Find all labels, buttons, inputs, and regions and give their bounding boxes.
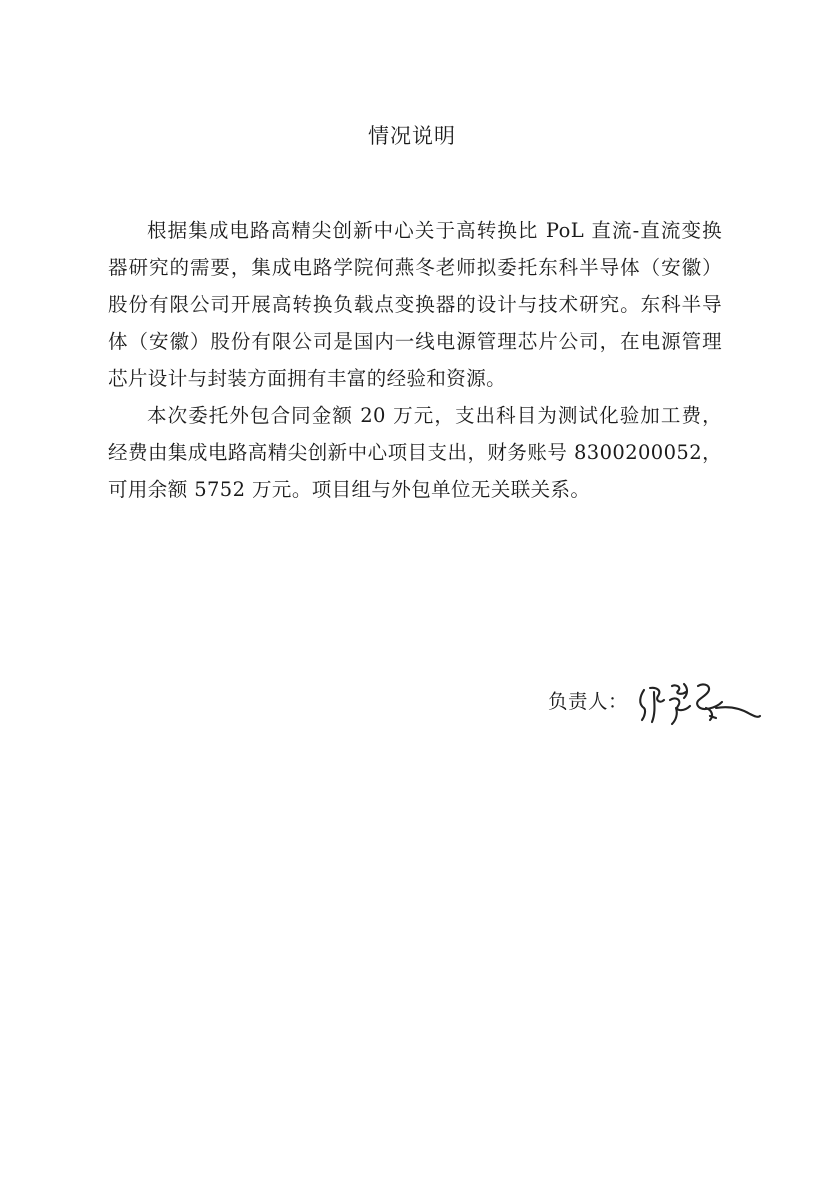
signature-block: [548, 680, 762, 724]
document-title: 情况说明: [368, 124, 456, 148]
paragraph-background: 根据集成电路高精尖创新中心关于高转换比 PoL 直流-直流变换器研究的需要，集成电路学院何燕冬老师拟委托东科半导体（安徽）股份有限公司开展高转换负载点变换器的设计与技术研究。东科半导体（安徽）股份有限公司是国内一线电源管理芯片公司，在电源管理芯片设计与封装方面拥有丰富的经验和资源。: [108, 219, 722, 390]
document-body: [108, 212, 722, 508]
signature-label: 负责人：: [548, 690, 629, 713]
paragraph-contract-details: 本次委托外包合同金额 20 万元，支出科目为测试化验加工费，经费由集成电路高精尖创新中心项目支出，财务账号 8300200052，可用余额 5752 万元。项目组与外包单位无关联关系。: [108, 404, 722, 501]
handwritten-signature: [632, 678, 762, 726]
